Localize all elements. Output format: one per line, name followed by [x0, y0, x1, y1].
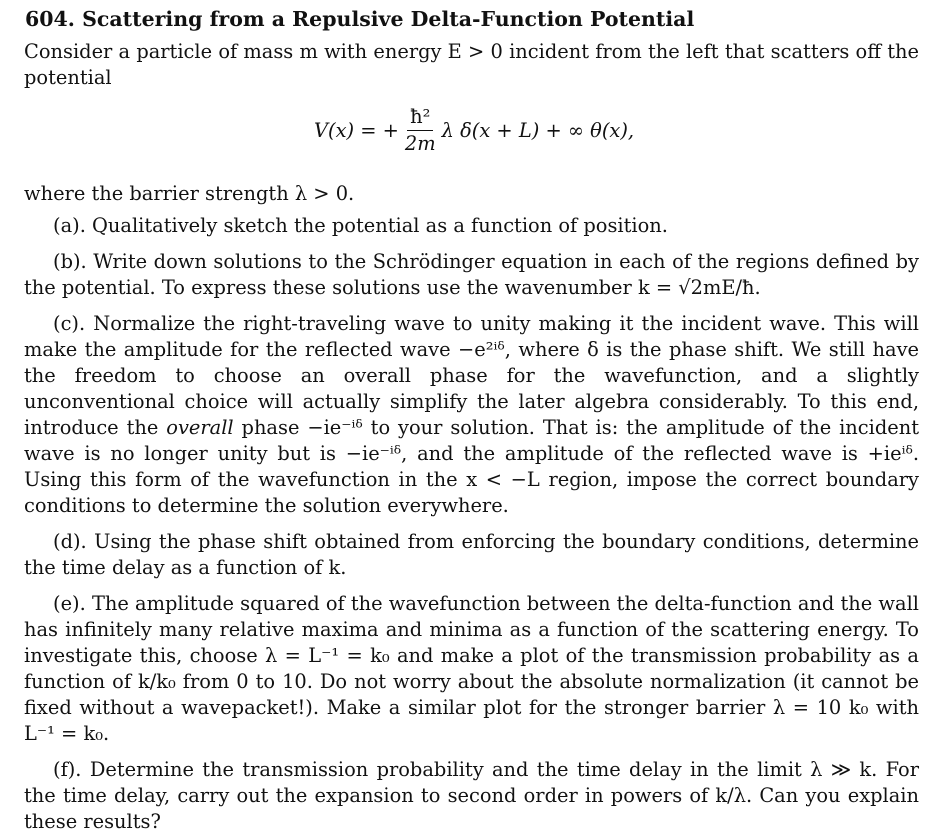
- part-f-label: (f).: [53, 758, 82, 781]
- part-e-text: The amplitude squared of the wavefunction between the delta-function and the wall has infinitely many relative maxima and minima as a function of the scattering energy. To investigate this, choose λ = L⁻¹ = k₀ and make a plot of the transmission probability as a function of k/k₀ from 0 to 10. Do not worry about the absolute normalization (it cannot be fixed without a wavepacket!). Make a similar plot for the stronger barrier λ = 10 k₀ with L⁻¹ = k₀.: [24, 592, 919, 745]
- barrier-strength-note: where the barrier strength λ > 0.: [24, 182, 355, 205]
- part-c-text-2: phase −ie⁻ⁱᵟ to your solution. That is: the amplitude of the incident wave is no longer unity but is −ie⁻ⁱᵟ, and the amplitude of the reflected wave is +ieⁱᵟ. Using this form of the wavefunction in the x < −L region, impose the correct boundary conditions to determine the solution everywhere.: [24, 416, 920, 517]
- part-c-emphasis: overall: [166, 416, 234, 439]
- part-f: [24, 757, 919, 835]
- fraction-denominator: 2m: [404, 132, 436, 155]
- part-a-label: (a).: [53, 214, 86, 237]
- equation-fraction: [402, 105, 439, 156]
- equation-rhs: λ δ(x + L) + ∞ θ(x),: [441, 118, 635, 142]
- equation-lhs: V(x) = +: [314, 118, 399, 142]
- part-d-label: (d).: [53, 530, 87, 553]
- part-d-text: Using the phase shift obtained from enforcing the boundary conditions, determine the time delay as a function of k.: [24, 530, 919, 579]
- part-a: [24, 213, 919, 239]
- part-f-text: Determine the transmission probability and the time delay in the limit λ ≫ k. For the time delay, carry out the expansion to second order in powers of k/λ. Can you explain these results?: [24, 758, 919, 833]
- part-b: [24, 249, 919, 301]
- part-b-text: Write down solutions to the Schrödinger equation in each of the regions defined by the potential. To express these solutions use the wavenumber k = √2mE/ħ.: [24, 250, 919, 299]
- part-c-label: (c).: [53, 312, 86, 335]
- part-d: [24, 529, 919, 581]
- fraction-numerator: ħ²: [407, 105, 433, 131]
- part-c: [24, 311, 919, 519]
- equation-body: [314, 105, 634, 156]
- part-c-text-1: Normalize the right-traveling wave to unity making it the incident wave. This will make the amplitude for the reflected wave −e²ⁱᵟ, where δ is the phase shift. We still have the freedom to choose an overall phase for the wavefunction, and a slightly unconventional choice will actually simplify the later algebra considerably. To this end, introduce the: [24, 312, 919, 439]
- part-e: [24, 591, 919, 747]
- part-b-label: (b).: [53, 250, 87, 273]
- potential-equation: [24, 99, 919, 177]
- problem-intro: Consider a particle of mass m with energy E > 0 incident from the left that scatters off the potential: [24, 40, 919, 89]
- part-a-text: Qualitatively sketch the potential as a function of position.: [92, 214, 668, 237]
- problem-title: 604. Scattering from a Repulsive Delta-Function Potential: [25, 7, 695, 31]
- part-e-label: (e).: [53, 592, 86, 615]
